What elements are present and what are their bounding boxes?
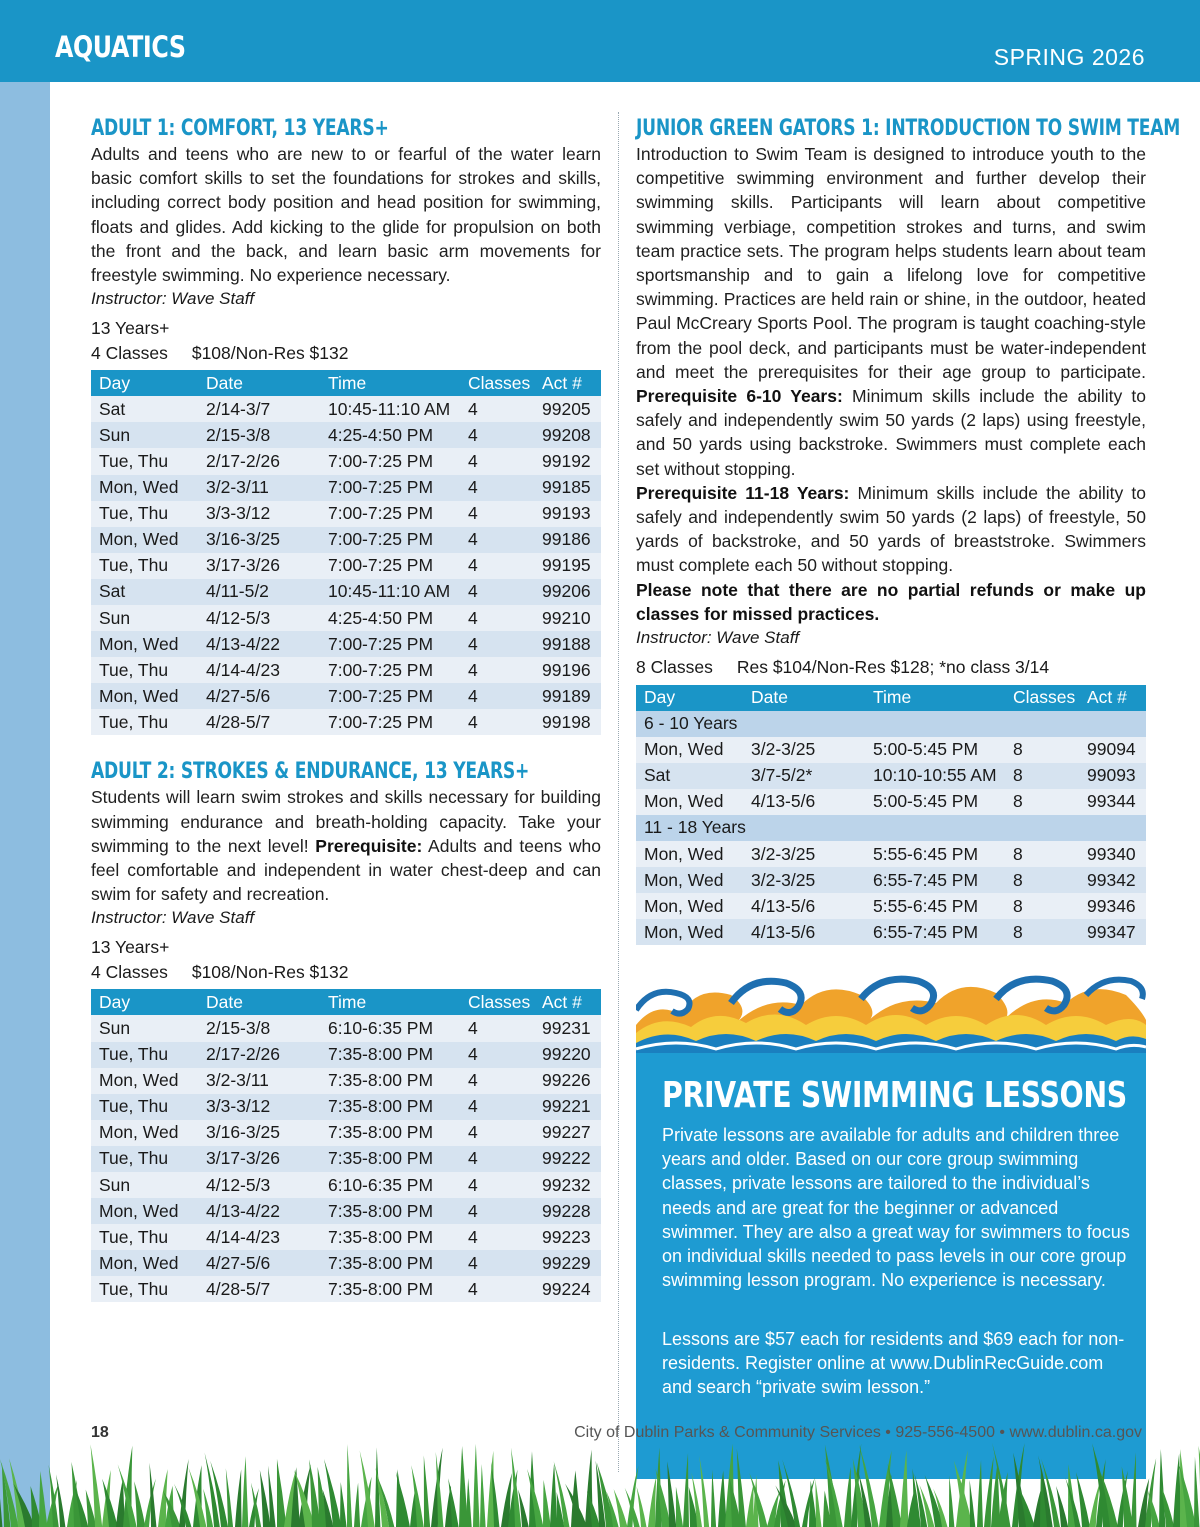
cell-act-number: 99198 <box>534 709 601 735</box>
section-title: AQUATICS <box>55 30 186 64</box>
cell-date: 3/2-3/25 <box>743 737 865 763</box>
cell-time: 7:35-8:00 PM <box>320 1250 460 1276</box>
cell-date: 3/16-3/25 <box>198 1120 320 1146</box>
cell-act-number: 99342 <box>1079 867 1146 893</box>
cell-time: 7:00-7:25 PM <box>320 527 460 553</box>
cell-time: 7:00-7:25 PM <box>320 709 460 735</box>
cell-classes: 8 <box>1005 763 1079 789</box>
sidebar-strip <box>0 82 50 1527</box>
right-column <box>636 116 1181 945</box>
cell-classes: 4 <box>460 579 534 605</box>
junior-classes-price <box>636 655 1146 680</box>
junior-prereq2-text: Minimum skills include the ability to safely and independently swim 50 yards (2 laps) of freestyle, 50 yards of backstroke, and 50 yards of breaststroke. Swimmers must complete each 50 without stopping. <box>636 482 1146 576</box>
junior-note-text: Please note that there are no partial refunds or make up classes for missed practices. <box>636 579 1146 624</box>
adult2-price: $108/Non-Res $132 <box>191 961 349 982</box>
cell-date: 4/12-5/3 <box>198 605 320 631</box>
adult1-age: 13 Years+ <box>91 318 170 339</box>
cell-day: Mon, Wed <box>636 841 743 867</box>
group-label: 6 - 10 Years <box>636 711 1146 737</box>
junior-prereq1-text: Minimum skills include the ability to safely and independently swim 50 yards (2 laps) using freestyle, and 50 yards using backstroke. Swimmers must complete each set without stopping. <box>636 386 1146 479</box>
cell-date: 4/13-5/6 <box>743 789 865 815</box>
column-header: Classes <box>460 989 534 1015</box>
cell-day: Tue, Thu <box>91 657 198 683</box>
junior-section <box>636 116 1181 945</box>
cell-date: 4/13-5/6 <box>743 893 865 919</box>
cell-classes: 8 <box>1005 919 1079 945</box>
cell-day: Tue, Thu <box>91 1146 198 1172</box>
cell-act-number: 99232 <box>534 1172 601 1198</box>
cell-time: 6:10-6:35 PM <box>320 1015 460 1041</box>
footer-contact: City of Dublin Parks & Community Services • 925-556-4500 • www.dublin.ca.gov <box>574 1424 1142 1441</box>
adult1-price: $108/Non-Res $132 <box>191 342 349 363</box>
cell-date: 3/2-3/11 <box>198 1068 320 1094</box>
cell-day: Mon, Wed <box>91 527 198 553</box>
table-row <box>91 527 601 553</box>
cell-day: Sat <box>91 396 198 422</box>
cell-classes: 4 <box>460 1146 534 1172</box>
junior-instructor: Instructor: Wave Staff <box>636 628 800 648</box>
cell-classes: 8 <box>1005 867 1079 893</box>
cell-day: Tue, Thu <box>91 501 198 527</box>
waves-illustration <box>636 965 1146 1065</box>
cell-classes: 4 <box>460 1198 534 1224</box>
cell-classes: 4 <box>460 683 534 709</box>
cell-act-number: 99346 <box>1079 893 1146 919</box>
cell-classes: 4 <box>460 1015 534 1041</box>
cell-classes: 4 <box>460 553 534 579</box>
cell-time: 7:00-7:25 PM <box>320 553 460 579</box>
cell-day: Mon, Wed <box>636 919 743 945</box>
cell-act-number: 99188 <box>534 631 601 657</box>
adult2-schedule-table <box>91 989 601 1302</box>
cell-classes: 4 <box>460 475 534 501</box>
cell-day: Mon, Wed <box>91 1120 198 1146</box>
cell-act-number: 99186 <box>534 527 601 553</box>
table-header-row <box>91 370 601 396</box>
table-row <box>91 553 601 579</box>
column-header: Date <box>198 370 320 396</box>
adult2-instructor: Instructor: Wave Staff <box>91 908 255 928</box>
cell-act-number: 99222 <box>534 1146 601 1172</box>
cell-day: Sun <box>91 1015 198 1041</box>
table-row <box>91 1276 601 1302</box>
column-header: Act # <box>1079 685 1146 711</box>
cell-day: Mon, Wed <box>91 1068 198 1094</box>
cell-act-number: 99206 <box>534 579 601 605</box>
cell-act-number: 99196 <box>534 657 601 683</box>
cell-date: 4/14-4/23 <box>198 657 320 683</box>
cell-classes: 4 <box>460 527 534 553</box>
cell-time: 7:35-8:00 PM <box>320 1068 460 1094</box>
cell-classes: 4 <box>460 1224 534 1250</box>
cell-date: 4/28-5/7 <box>198 1276 320 1302</box>
table-row <box>91 709 601 735</box>
cell-classes: 4 <box>460 605 534 631</box>
junior-classes: 8 Classes <box>636 657 713 678</box>
cell-time: 7:35-8:00 PM <box>320 1042 460 1068</box>
adult1-section <box>91 116 601 735</box>
table-row <box>91 448 601 474</box>
group-row <box>636 711 1146 737</box>
cell-classes: 4 <box>460 1250 534 1276</box>
cell-day: Mon, Wed <box>91 1198 198 1224</box>
adult1-classes: 4 Classes <box>91 342 168 363</box>
table-row <box>91 1172 601 1198</box>
adult2-title: ADULT 2: STROKES & ENDURANCE, 13 YEARS+ <box>91 759 530 785</box>
group-row <box>636 815 1146 841</box>
cell-act-number: 99224 <box>534 1276 601 1302</box>
column-header: Act # <box>534 989 601 1015</box>
cell-time: 6:55-7:45 PM <box>865 919 1005 945</box>
cell-act-number: 99229 <box>534 1250 601 1276</box>
cell-time: 10:10-10:55 AM <box>865 763 1005 789</box>
table-row <box>91 1250 601 1276</box>
private-lessons-para2: Lessons are $57 each for residents and $69 each for non-residents. Register online at www.DublinRecGuide.com and search “private swim lesson.” <box>662 1329 1125 1398</box>
cell-time: 5:00-5:45 PM <box>865 789 1005 815</box>
cell-classes: 8 <box>1005 841 1079 867</box>
cell-act-number: 99223 <box>534 1224 601 1250</box>
cell-date: 4/14-4/23 <box>198 1224 320 1250</box>
cell-date: 3/2-3/25 <box>743 867 865 893</box>
cell-time: 4:25-4:50 PM <box>320 422 460 448</box>
junior-title: JUNIOR GREEN GATORS 1: INTRODUCTION TO SWIM TEAM <box>636 116 1181 141</box>
group-label: 11 - 18 Years <box>636 815 1146 841</box>
cell-time: 7:35-8:00 PM <box>320 1146 460 1172</box>
cell-time: 5:00-5:45 PM <box>865 737 1005 763</box>
table-row <box>91 501 601 527</box>
cell-date: 4/13-5/6 <box>743 919 865 945</box>
cell-day: Mon, Wed <box>636 893 743 919</box>
column-header: Time <box>320 989 460 1015</box>
cell-act-number: 99221 <box>534 1094 601 1120</box>
cell-act-number: 99208 <box>534 422 601 448</box>
cell-act-number: 99347 <box>1079 919 1146 945</box>
cell-time: 7:00-7:25 PM <box>320 631 460 657</box>
cell-date: 4/28-5/7 <box>198 709 320 735</box>
table-row <box>636 919 1146 945</box>
cell-day: Mon, Wed <box>636 867 743 893</box>
cell-act-number: 99094 <box>1079 737 1146 763</box>
cell-date: 2/17-2/26 <box>198 448 320 474</box>
cell-classes: 4 <box>460 396 534 422</box>
cell-classes: 8 <box>1005 789 1079 815</box>
table-row <box>636 841 1146 867</box>
cell-date: 4/27-5/6 <box>198 1250 320 1276</box>
junior-prereq2 <box>636 481 1146 578</box>
cell-classes: 4 <box>460 1276 534 1302</box>
cell-time: 7:35-8:00 PM <box>320 1276 460 1302</box>
cell-day: Tue, Thu <box>91 1094 198 1120</box>
cell-date: 3/3-3/12 <box>198 1094 320 1120</box>
adult2-prereq-label: Prerequisite: <box>315 835 423 856</box>
column-header: Classes <box>1005 685 1079 711</box>
table-row <box>91 579 601 605</box>
cell-time: 10:45-11:10 AM <box>320 579 460 605</box>
table-row <box>636 763 1146 789</box>
cell-date: 2/17-2/26 <box>198 1042 320 1068</box>
cell-act-number: 99220 <box>534 1042 601 1068</box>
table-row <box>91 657 601 683</box>
adult2-desc-pre: Students will learn swim strokes and skills necessary for building swimming endurance and breath-holding capacity. Take your swimming to the next level! <box>91 787 601 856</box>
cell-day: Sat <box>91 579 198 605</box>
cell-day: Mon, Wed <box>91 683 198 709</box>
cell-day: Tue, Thu <box>91 1042 198 1068</box>
adult2-desc-post: Adults and teens who feel comfortable and independent in water chest-deep and can swim for safety and recreation. <box>91 835 601 905</box>
cell-act-number: 99193 <box>534 501 601 527</box>
cell-classes: 8 <box>1005 893 1079 919</box>
cell-time: 7:00-7:25 PM <box>320 475 460 501</box>
left-column <box>91 116 601 1302</box>
cell-classes: 8 <box>1005 737 1079 763</box>
table-row <box>91 1120 601 1146</box>
cell-classes: 4 <box>460 709 534 735</box>
cell-day: Sun <box>91 422 198 448</box>
cell-day: Mon, Wed <box>91 1250 198 1276</box>
cell-act-number: 99210 <box>534 605 601 631</box>
cell-time: 6:55-7:45 PM <box>865 867 1005 893</box>
table-header-row <box>91 989 601 1015</box>
cell-classes: 4 <box>460 657 534 683</box>
column-header: Day <box>91 370 198 396</box>
column-header: Classes <box>460 370 534 396</box>
column-header: Date <box>198 989 320 1015</box>
table-row <box>91 422 601 448</box>
private-lessons-title: PRIVATE SWIMMING LESSONS <box>662 1075 1127 1116</box>
adult1-instructor: Instructor: Wave Staff <box>91 289 255 309</box>
cell-classes: 4 <box>460 1042 534 1068</box>
private-lessons-para1: Private lessons are available for adults and children three years and older. Based on our core group swimming classes, private lessons are tailored to the individual’s needs and are great for the beginner or advanced swimmer. They are also a great way for swimmers to focus on individual skills needed to pass levels in our core group swimming lesson program. No experience is necessary. <box>662 1125 1130 1291</box>
adult2-description <box>91 785 601 906</box>
table-row <box>91 1042 601 1068</box>
table-header-row <box>636 685 1146 711</box>
adult2-age: 13 Years+ <box>91 937 170 958</box>
cell-date: 3/2-3/25 <box>743 841 865 867</box>
table-row <box>91 1224 601 1250</box>
cell-day: Sat <box>636 763 743 789</box>
adult2-meta <box>91 935 601 984</box>
cell-act-number: 99205 <box>534 396 601 422</box>
cell-classes: 4 <box>460 422 534 448</box>
page-number: 18 <box>91 1424 109 1441</box>
table-row <box>636 789 1146 815</box>
cell-time: 4:25-4:50 PM <box>320 605 460 631</box>
cell-act-number: 99093 <box>1079 763 1146 789</box>
table-row <box>91 683 601 709</box>
column-header: Day <box>91 989 198 1015</box>
adult1-classes-price <box>91 341 601 366</box>
table-row <box>91 605 601 631</box>
cell-act-number: 99226 <box>534 1068 601 1094</box>
cell-date: 3/7-5/2* <box>743 763 865 789</box>
junior-schedule-table <box>636 685 1146 946</box>
table-row <box>636 867 1146 893</box>
table-row <box>636 893 1146 919</box>
junior-note <box>636 578 1146 626</box>
cell-date: 4/13-4/22 <box>198 1198 320 1224</box>
cell-classes: 4 <box>460 1120 534 1146</box>
cell-day: Tue, Thu <box>91 709 198 735</box>
cell-time: 6:10-6:35 PM <box>320 1172 460 1198</box>
cell-date: 2/15-3/8 <box>198 422 320 448</box>
adult1-meta <box>91 316 601 365</box>
cell-classes: 4 <box>460 501 534 527</box>
cell-date: 4/11-5/2 <box>198 579 320 605</box>
table-row <box>91 1146 601 1172</box>
adult1-description: Adults and teens who are new to or fearful of the water learn basic comfort skills to set the foundations for strokes and skills, including correct body position and head position for swimming, floats and glides. Add kicking to the glide for propulsion on both the front and the back, and learn basic arm movements for freestyle swimming. No experience necessary. <box>91 144 601 286</box>
cell-date: 3/2-3/11 <box>198 475 320 501</box>
cell-time: 7:00-7:25 PM <box>320 501 460 527</box>
cell-time: 7:35-8:00 PM <box>320 1198 460 1224</box>
cell-day: Mon, Wed <box>636 737 743 763</box>
cell-day: Mon, Wed <box>91 631 198 657</box>
table-row <box>91 475 601 501</box>
cell-day: Sun <box>91 1172 198 1198</box>
adult2-classes-price <box>91 960 601 985</box>
cell-day: Tue, Thu <box>91 1276 198 1302</box>
cell-date: 2/15-3/8 <box>198 1015 320 1041</box>
junior-desc-main: Introduction to Swim Team is designed to introduce youth to the competitive swimming environment and further develop their swimming skills. Participants will learn about competitive swimming verbiage, competition strokes and turns, and swim team practice sets. The program helps students learn about team sportsmanship and to gain a lifelong love for competitive swimming. Practices are held rain or shine, in the outdoor, heated Paul McCreary Sports Pool. The program is taught coaching-style from the pool deck, and participants must be water-independent and meet the prerequisites for their age group to participate. <box>636 144 1146 382</box>
column-divider <box>618 112 619 1472</box>
cell-act-number: 99185 <box>534 475 601 501</box>
cell-date: 3/16-3/25 <box>198 527 320 553</box>
cell-day: Tue, Thu <box>91 553 198 579</box>
cell-act-number: 99189 <box>534 683 601 709</box>
column-header: Date <box>743 685 865 711</box>
table-row <box>91 1198 601 1224</box>
adult2-section <box>91 759 601 1302</box>
table-row <box>91 631 601 657</box>
table-row <box>91 1094 601 1120</box>
cell-act-number: 99227 <box>534 1120 601 1146</box>
table-row <box>91 1068 601 1094</box>
cell-day: Mon, Wed <box>91 475 198 501</box>
grass-decoration <box>0 1440 1200 1527</box>
cell-classes: 4 <box>460 1172 534 1198</box>
cell-act-number: 99192 <box>534 448 601 474</box>
cell-classes: 4 <box>460 631 534 657</box>
column-header: Time <box>865 685 1005 711</box>
cell-date: 3/3-3/12 <box>198 501 320 527</box>
adult1-schedule-table <box>91 370 601 735</box>
cell-classes: 4 <box>460 1068 534 1094</box>
table-row <box>91 396 601 422</box>
table-row <box>91 1015 601 1041</box>
cell-date: 4/27-5/6 <box>198 683 320 709</box>
cell-act-number: 99231 <box>534 1015 601 1041</box>
page-header <box>0 0 1200 82</box>
cell-time: 5:55-6:45 PM <box>865 841 1005 867</box>
cell-time: 7:00-7:25 PM <box>320 657 460 683</box>
column-header: Day <box>636 685 743 711</box>
cell-day: Mon, Wed <box>636 789 743 815</box>
junior-price: Res $104/Non-Res $128; *no class 3/14 <box>736 657 1050 678</box>
column-header: Act # <box>534 370 601 396</box>
adult2-classes: 4 Classes <box>91 961 168 982</box>
cell-classes: 4 <box>460 1094 534 1120</box>
cell-act-number: 99340 <box>1079 841 1146 867</box>
cell-date: 2/14-3/7 <box>198 396 320 422</box>
cell-act-number: 99344 <box>1079 789 1146 815</box>
cell-time: 5:55-6:45 PM <box>865 893 1005 919</box>
cell-date: 4/13-4/22 <box>198 631 320 657</box>
cell-act-number: 99195 <box>534 553 601 579</box>
junior-prereq1-label: Prerequisite 6-10 Years: <box>636 386 843 407</box>
cell-date: 3/17-3/26 <box>198 1146 320 1172</box>
cell-time: 10:45-11:10 AM <box>320 396 460 422</box>
cell-day: Sun <box>91 605 198 631</box>
cell-time: 7:00-7:25 PM <box>320 683 460 709</box>
cell-day: Tue, Thu <box>91 1224 198 1250</box>
cell-time: 7:35-8:00 PM <box>320 1224 460 1250</box>
cell-time: 7:00-7:25 PM <box>320 448 460 474</box>
junior-description <box>636 142 1146 481</box>
season-label: SPRING 2026 <box>993 44 1145 70</box>
cell-time: 7:35-8:00 PM <box>320 1120 460 1146</box>
cell-time: 7:35-8:00 PM <box>320 1094 460 1120</box>
column-header: Time <box>320 370 460 396</box>
cell-date: 4/12-5/3 <box>198 1172 320 1198</box>
junior-prereq2-label: Prerequisite 11-18 Years: <box>636 482 850 503</box>
cell-act-number: 99228 <box>534 1198 601 1224</box>
private-lessons-box <box>636 965 1146 1479</box>
cell-day: Tue, Thu <box>91 448 198 474</box>
adult1-title: ADULT 1: COMFORT, 13 YEARS+ <box>91 116 389 141</box>
cell-classes: 4 <box>460 448 534 474</box>
table-row <box>636 737 1146 763</box>
cell-date: 3/17-3/26 <box>198 553 320 579</box>
